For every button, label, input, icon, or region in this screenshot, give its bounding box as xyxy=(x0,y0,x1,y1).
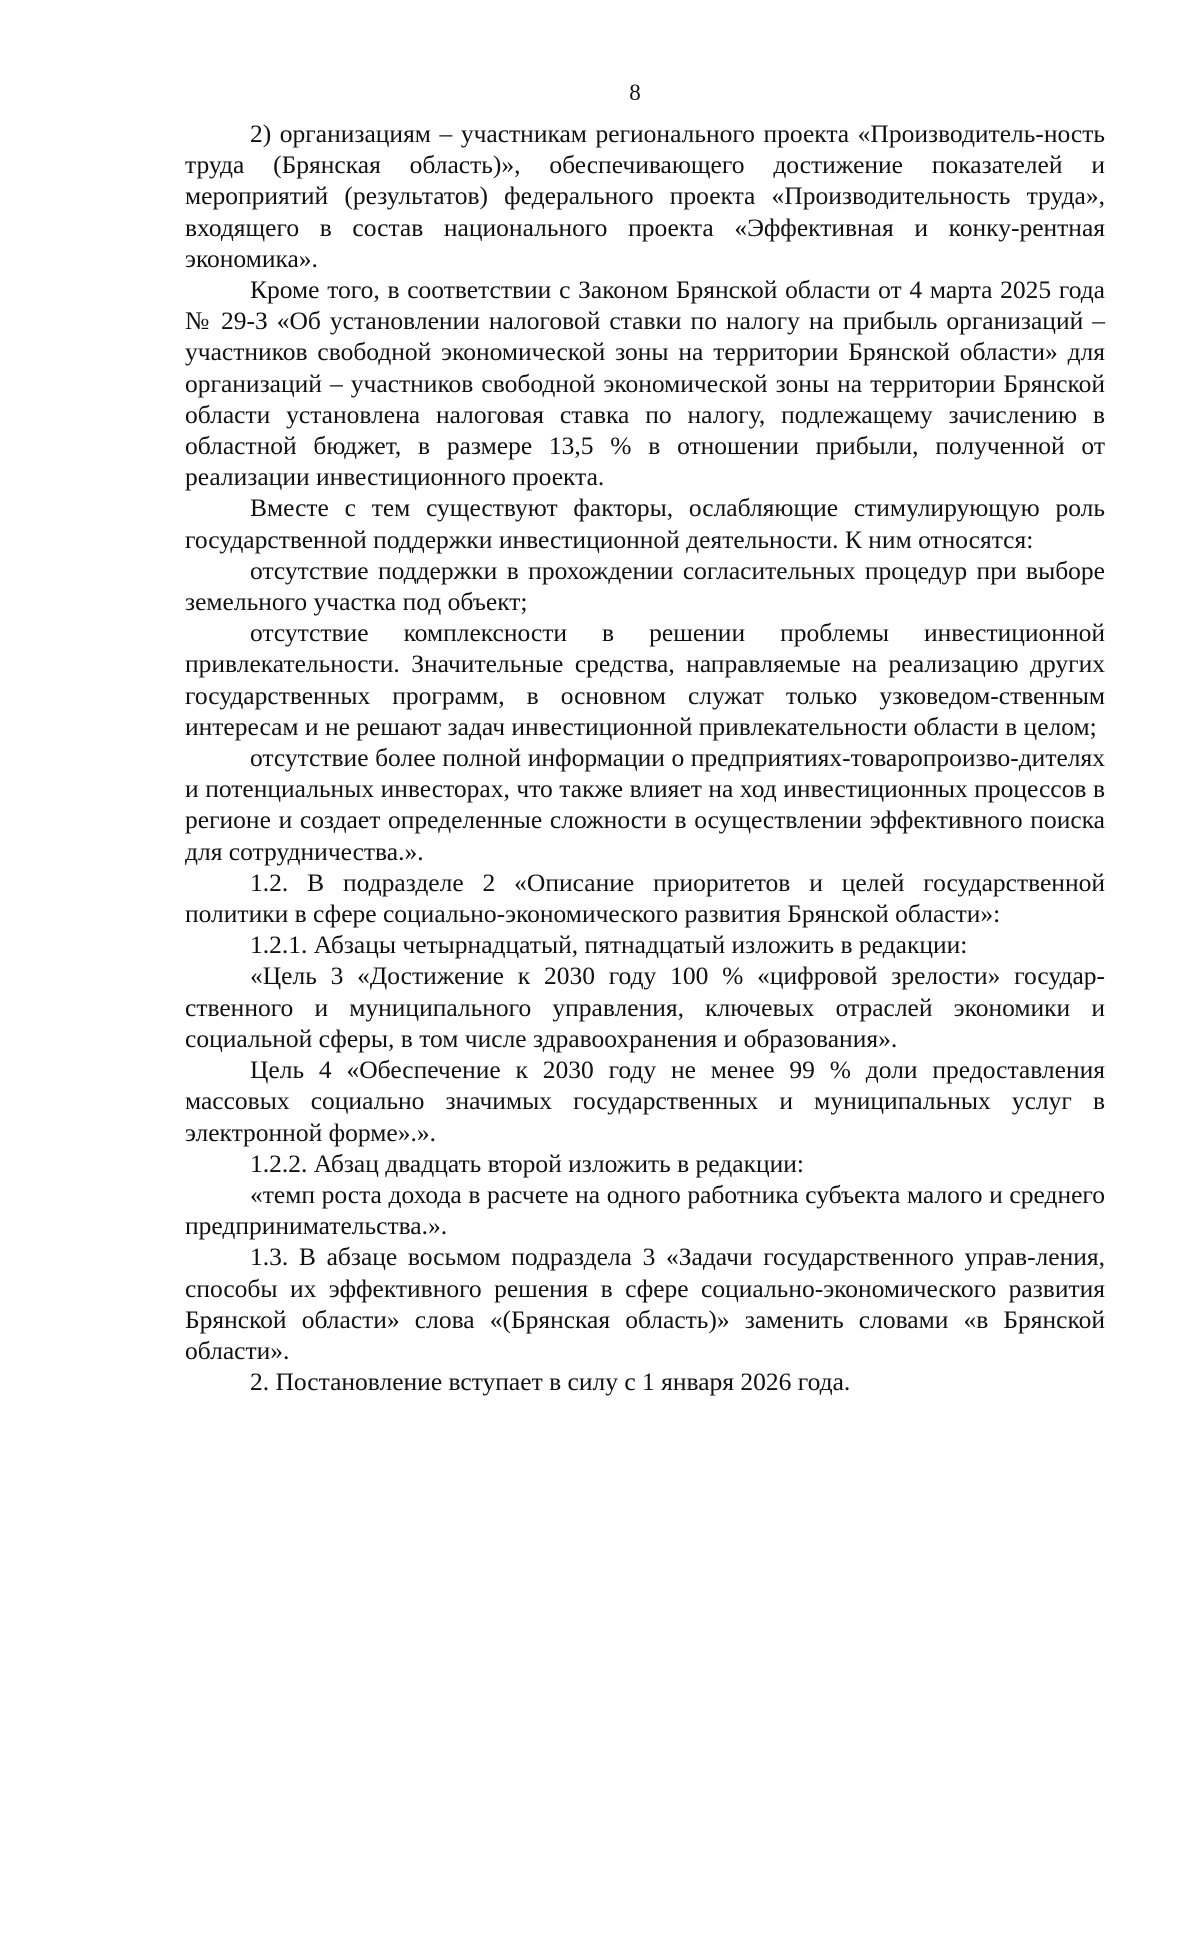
paragraph-factor-land-plot: отсутствие поддержки в прохождении согласительных процедур при выборе земельного участка под объект; xyxy=(185,555,1105,617)
paragraph-section-1-2: 1.2. В подразделе 2 «Описание приоритетов и целей государственной политики в сфере социально-экономического развития Брянской области»: xyxy=(185,867,1105,929)
paragraph-section-1-2-2: 1.2.2. Абзац двадцать второй изложить в редакции: xyxy=(250,1148,804,1178)
document-body xyxy=(185,118,1105,1397)
paragraph-goal-4: Цель 4 «Обеспечение к 2030 году не менее 99 % доли предоставления массовых социально значимых государственных и муниципальных услуг в электронной форме».». xyxy=(185,1055,1105,1147)
paragraph-goal-3: «Цель 3 «Достижение к 2030 году 100 % «цифровой зрелости» государ-ственного и муниципального управления, ключевых отраслей экономики и социальной сферы, в том числе здравоохранения и образования». xyxy=(185,961,1105,1053)
paragraph-factor-information: отсутствие более полной информации о предприятиях-товаропроизво-дителях и потенциальных инвесторах, что также влияет на ход инвестиционных процессов в регионе и создает определенные сложности в осуществлении эффективного поиска для сотрудничества.». xyxy=(185,743,1105,866)
paragraph-tax-rate-law: Кроме того, в соответствии с Законом Брянской области от 4 марта 2025 года № 29-З «Об установлении налоговой ставки по налогу на прибыль организаций – участников свободной экономической зоны на территории Брянской области» для организаций – участников свободной экономической зоны на территории Брянской области установлена налоговая ставка по налогу, подлежащему зачислению в областной бюджет, в размере 13,5 % в отношении прибыли, полученной от реализации инвестиционного проекта. xyxy=(185,275,1105,492)
paragraph-income-growth: «темп роста дохода в расчете на одного работника субъекта малого и среднего предпринимательства.». xyxy=(185,1179,1105,1241)
paragraph-factor-complexity: отсутствие комплексности в решении проблемы инвестиционной привлекательности. Значительные средства, направляемые на реализацию других государственных программ, в основном служат только узковедом-ственным интересам и не решают задач инвестиционной привлекательности области в целом; xyxy=(185,618,1105,741)
paragraph-organizations-participants: 2) организациям – участникам регионального проекта «Производитель-ность труда (Брянская область)», обеспечивающего достижение показателей и мероприятий (результатов) федерального проекта «Производительность труда», входящего в состав национального проекта «Эффективная и конку-рентная экономика». xyxy=(185,119,1105,273)
paragraph-section-1-3: 1.3. В абзаце восьмом подраздела 3 «Задачи государственного управ-ления, способы их эффективного решения в сфере социально-экономического развития Брянской области» слова «(Брянская область)» заменить словами «в Брянской области». xyxy=(185,1242,1105,1365)
paragraph-weakening-factors: Вместе с тем существуют факторы, ослабляющие стимулирующую роль государственной поддержки инвестиционной деятельности. К ним относятся: xyxy=(185,493,1105,554)
paragraph-section-1-2-1: 1.2.1. Абзацы четырнадцатый, пятнадцатый изложить в редакции: xyxy=(250,930,968,960)
paragraph-effective-date: 2. Постановление вступает в силу с 1 января 2026 года. xyxy=(250,1367,851,1397)
page-number: 8 xyxy=(629,80,641,105)
